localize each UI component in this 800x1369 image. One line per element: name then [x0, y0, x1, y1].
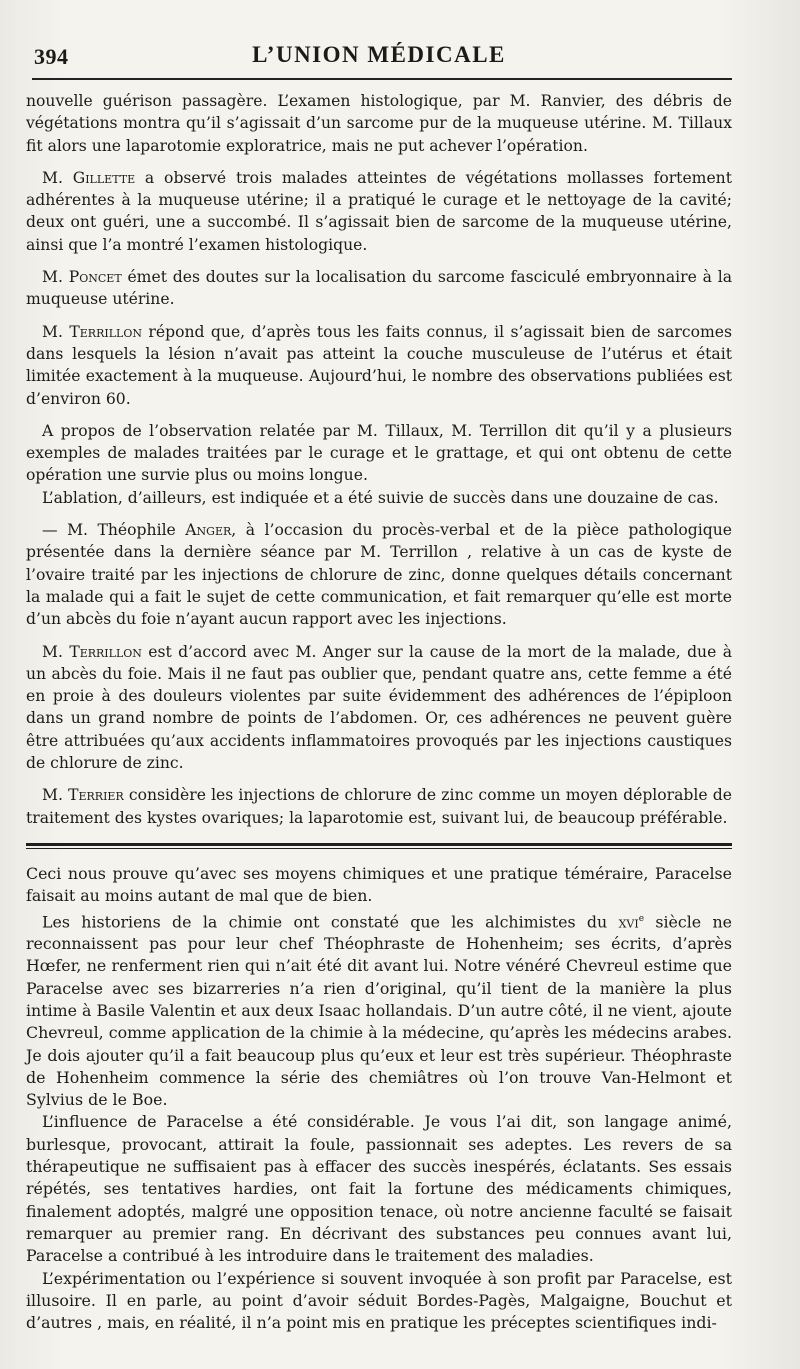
- paragraph-text: L’ablation, d’ailleurs, est indiquée et a été suivie de succès dans une douzaine de cas.: [42, 488, 719, 507]
- paragraph-text: M.: [42, 786, 69, 805]
- paragraph-text: — M. Théophile: [42, 521, 186, 540]
- section-separator: [26, 843, 732, 849]
- paragraph-text: siècle ne reconnaissent pas pour leur chef Théophraste de Hohenheim; ses écrits, d’après Hœfer, ne renferment rien qui n’ait été dit avant lui. Notre vénéré Chevreul estime que Paracelse avec ses bizarreries n’a rien d’original, qu’il tient de la manière la plus intime à Basile Valentin et aux deux Isaac hollandais. D’un autre côté, il ne vient, ajoute Chevreul, comme application de la chimie à la médecine, qu’après les médecins arabes. Je dois ajouter qu’il a fait beaucoup plus qu’eux et leur est très supérieur. Théophraste de Hohenheim commence la série des chemiâtres où l’on trouve Van-Helmont et Sylvius de le Boe.: [26, 911, 732, 1110]
- paragraph-text: M.: [42, 268, 69, 287]
- running-title: L’UNION MÉDICALE: [252, 42, 506, 67]
- feuilleton-paragraph-1: Ceci nous prouve qu’avec ses moyens chimiques et une pratique téméraire, Paracelse faisait au moins autant de mal que de bien.: [26, 863, 732, 906]
- feuilleton-paragraph-3: L’influence de Paracelse a été considérable. Je vous l’ai dit, son langage animé, burlesque, provocant, attirait la foule, passionnait ses adeptes. Les revers de sa thérapeutique ne suffisaient pas à effacer des succès inespérés, éclatants. Ses essais répétés, ses tentatives hardies, ont fait la fortune des médicaments chimiques, finalement adoptés, malgré une opposition tenace, où notre ancienne faculté se faisait remarquer au premier rang. En décrivant des substances peu connues avant lui, Paracelse a contribué à les introduire dans le traitement des maladies.: [26, 1112, 732, 1266]
- paragraph-text: , à l’occasion du procès-verbal et de la pièce pathologique présentée dans la dernière séance par M. Terrillon , relative à un cas de kyste de l’ovaire traité par les injections de chlorure de zinc, donne quelques détails concernant la malade qui a fait le sujet de cette communication, et fait remarquer qu’elle est morte d’un abcès du foie n’ayant aucun rapport avec les injections.: [26, 521, 732, 629]
- speaker-name: Terrillon: [69, 322, 142, 341]
- paragraph-text: M.: [42, 322, 70, 341]
- paragraph-text: Les historiens de la chimie ont constaté que les alchimistes du: [42, 911, 619, 931]
- separator-thick-rule: [26, 843, 732, 846]
- page-number: 394: [34, 44, 69, 69]
- paragraph-text: A propos de l’observation relatée par M. Tillaux, M. Terrillon dit qu’il y a plusieurs exemples de malades traitées par le curage et le grattage, et qui ont obtenu de cette opération une survie plus ou moins longue.: [26, 421, 732, 485]
- paragraph-text: nouvelle guérison passagère. L’examen histologique, par M. Ranvier, des débris de végétations montra qu’il s’agissait d’un sarcome pur de la muqueuse utérine. M. Tillaux fit alors une laparotomie exploratrice, mais ne put achever l’opération.: [26, 92, 732, 155]
- paragraph-text: a observé trois malades atteintes de végétations mollasses fortement adhérentes à la muqueuse utérine; il a pratiqué le curage et le nettoyage de la cavité; deux ont guéri, une a succombé. Il s’agissait bien de sarcome de la muqueuse utérine, ainsi que l’a montré l’examen histologique.: [26, 168, 732, 254]
- speaker-name: Terrier: [68, 786, 124, 805]
- speaker-name: Gillette: [72, 168, 136, 187]
- speaker-name: Poncet: [68, 268, 122, 287]
- paragraph-5: [26, 420, 732, 487]
- feuilleton-paragraph-2: [26, 908, 732, 1112]
- feuilleton-paragraph-4: L’expérimentation ou l’expérience si souvent invoquée à son profit par Paracelse, est illusoire. Il en parle, au point d’avoir séduit Bordes-Pagès, Malgaigne, Bouchut et d’autres , mais, en réalité, il n’a point mis en pratique les préceptes scientifiques indi-: [26, 1268, 732, 1333]
- paragraph-4: [26, 321, 732, 410]
- paragraph-7: [26, 519, 732, 630]
- paragraph-6: [26, 487, 732, 509]
- speaker-name: Anger: [185, 521, 232, 540]
- paragraph-text: émet des doutes sur la localisation du sarcome fasciculé embryonnaire à la muqueuse utérine.: [26, 268, 732, 309]
- paragraph-text: M.: [42, 168, 73, 187]
- page-header: [26, 40, 732, 74]
- paragraph-9: [26, 784, 732, 829]
- paragraph-text: est d’accord avec M. Anger sur la cause de la mort de la malade, due à un abcès du foie. Mais il ne faut pas oublier que, pendant quatre ans, cette femme a été en proie à des douleurs violentes par suite évidemment des adhérences de l’épiploon dans un grand nombre de points de l’abdomen. Or, ces adhérences ne peuvent guère être attribuées qu’aux accidents inflammatoires provoqués par les injections caustiques de chlorure de zinc.: [26, 642, 732, 773]
- century-numeral: xvi: [618, 911, 639, 931]
- society-report-section: [26, 90, 732, 829]
- speaker-name: Terrillon: [69, 642, 142, 661]
- paragraph-text: considère les injections de chlorure de zinc comme un moyen déplorable de traitement des kystes ovariques; la laparotomie est, suivant lui, de beaucoup préférable.: [26, 786, 732, 827]
- superscript: e: [638, 913, 645, 924]
- header-rule: [32, 78, 732, 80]
- feuilleton-section: [26, 863, 732, 1335]
- paragraph-2: [26, 167, 732, 256]
- paragraph-text: répond que, d’après tous les faits connus, il s’agissait bien de sarcomes dans lesquels la lésion n’avait pas atteint la couche musculeuse de l’utérus et était limitée exactement à la muqueuse. Aujourd’hui, le nombre des observations publiées est d’environ 60.: [26, 322, 732, 408]
- paragraph-text: M.: [42, 642, 70, 661]
- paragraph-1: [26, 90, 732, 157]
- separator-thin-rule: [26, 848, 732, 849]
- paragraph-3: [26, 266, 732, 311]
- paragraph-8: [26, 641, 732, 775]
